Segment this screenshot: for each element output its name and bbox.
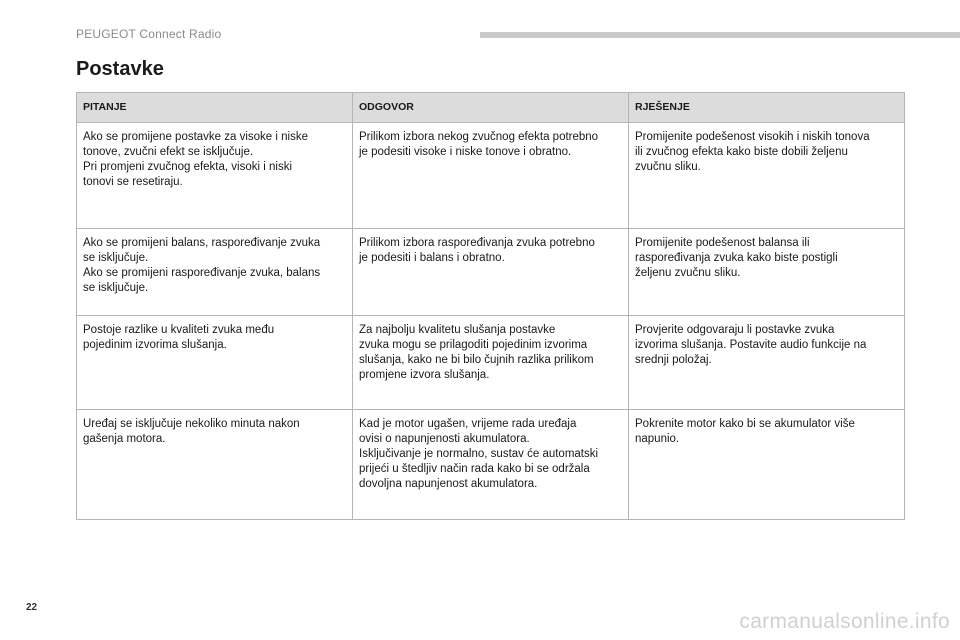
header-bar xyxy=(480,32,960,38)
solution-cell xyxy=(629,316,905,410)
question-cell xyxy=(77,123,353,229)
question-text: Ako se promijeni balans, raspoređivanje zvuka se isključuje. Ako se promijeni raspoređivanje zvuka, balans se isključuje. xyxy=(83,237,321,294)
column-header-solution: RJEŠENJE xyxy=(629,93,905,123)
header-title: PEUGEOT Connect Radio xyxy=(76,27,222,41)
solution-text: Promijenite podešenost visokih i niskih tonova ili zvučnog efekta kako biste dobili željenu zvučnu sliku. xyxy=(635,131,870,173)
solution-cell xyxy=(629,123,905,229)
table-row xyxy=(77,316,905,410)
table-row xyxy=(77,229,905,316)
question-cell xyxy=(77,316,353,410)
table-header-row xyxy=(77,93,905,123)
table-row xyxy=(77,123,905,229)
question-text: Postoje razlike u kvaliteti zvuka među pojedinim izvorima slušanja. xyxy=(83,324,275,351)
question-text: Uređaj se isključuje nekoliko minuta nakon gašenja motora. xyxy=(83,418,300,445)
section-title: Postavke xyxy=(76,58,164,80)
question-cell xyxy=(77,229,353,316)
table-row xyxy=(77,410,905,520)
answer-cell xyxy=(353,410,629,520)
column-header-answer: ODGOVOR xyxy=(353,93,629,123)
watermark: carmanualsonline.info xyxy=(739,610,950,633)
answer-cell xyxy=(353,316,629,410)
answer-text: Prilikom izbora raspoređivanja zvuka potrebno je podesiti i balans i obratno. xyxy=(359,237,595,264)
solution-cell xyxy=(629,229,905,316)
solution-text: Pokrenite motor kako bi se akumulator više napunio. xyxy=(635,418,855,445)
page-number: 22 xyxy=(26,602,38,613)
answer-cell xyxy=(353,229,629,316)
answer-cell xyxy=(353,123,629,229)
solution-cell xyxy=(629,410,905,520)
faq-table xyxy=(76,92,905,520)
solution-text: Provjerite odgovaraju li postavke zvuka izvorima slušanja. Postavite audio funkcije na srednji položaj. xyxy=(635,324,867,366)
answer-text: Kad je motor ugašen, vrijeme rada uređaja ovisi o napunjenosti akumulatora. Isključivanje je normalno, sustav će automatski prijeći u štedljiv način rada kako bi se održala dovoljna napunjenost akumulatora. xyxy=(359,418,599,490)
answer-text: Prilikom izbora nekog zvučnog efekta potrebno je podesiti visoke i niske tonove i obratno. xyxy=(359,131,599,158)
column-header-question: PITANJE xyxy=(77,93,353,123)
answer-text: Za najbolju kvalitetu slušanja postavke zvuka mogu se prilagoditi pojedinim izvorima slušanja, kako ne bi bilo čujnih razlika prilikom promjene izvora slušanja. xyxy=(359,324,594,381)
solution-text: Promijenite podešenost balansa ili raspoređivanja zvuka kako biste postigli željenu zvučnu sliku. xyxy=(635,237,838,279)
question-text: Ako se promijene postavke za visoke i niske tonove, zvučni efekt se isključuje. Pri promjeni zvučnog efekta, visoki i niski tonovi se resetiraju. xyxy=(83,131,308,188)
question-cell xyxy=(77,410,353,520)
